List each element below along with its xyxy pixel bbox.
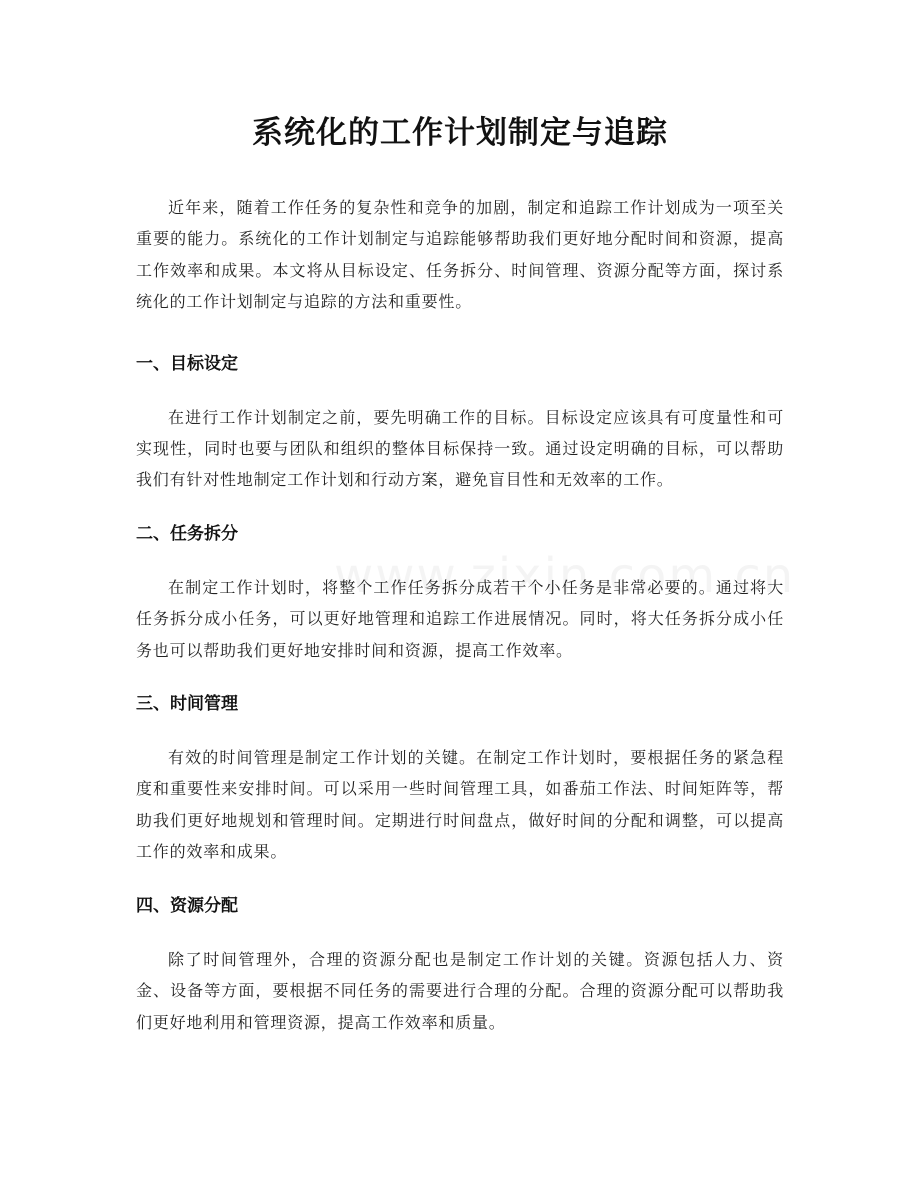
section-heading-task-breakdown: 二、任务拆分 bbox=[136, 523, 238, 544]
section-heading-time-management: 三、时间管理 bbox=[136, 694, 238, 715]
section-body-resource-allocation: 除了时间管理外，合理的资源分配也是制定工作计划的关键。资源包括人力、资金、设备等方面，要根据不同任务的需要进行合理的分配。合理的资源分配可以帮助我们更好地利用和管理资源，提高工作效率和质量。 bbox=[136, 949, 784, 1032]
section-body-time-management: 有效的时间管理是制定工作计划的关键。在制定工作计划时，要根据任务的紧急程度和重要性来安排时间。可以采用一些时间管理工具，如番茄工作法、时间矩阵等，帮助我们更好地规划和管理时间。定期进行时间盘点，做好时间的分配和调整，可以提高工作的效率和成果。 bbox=[136, 748, 784, 862]
section-heading-goal-setting: 一、目标设定 bbox=[136, 353, 238, 374]
intro-paragraph: 近年来，随着工作任务的复杂性和竞争的加剧，制定和追踪工作计划成为一项至关重要的能力。系统化的工作计划制定与追踪能够帮助我们更好地分配时间和资源，提高工作效率和成果。本文将从目标设定、任务拆分、时间管理、资源分配等方面，探讨系统化的工作计划制定与追踪的方法和重要性。 bbox=[136, 198, 784, 312]
section-body-goal-setting: 在进行工作计划制定之前，要先明确工作的目标。目标设定应该具有可度量性和可实现性，同时也要与团队和组织的整体目标保持一致。通过设定明确的目标，可以帮助我们有针对性地制定工作计划和行动方案，避免盲目性和无效率的工作。 bbox=[136, 407, 784, 490]
section-body-task-breakdown: 在制定工作计划时，将整个工作任务拆分成若干个小任务是非常必要的。通过将大任务拆分成小任务，可以更好地管理和追踪工作进展情况。同时，将大任务拆分成小任务也可以帮助我们更好地安排时间和资源，提高工作效率。 bbox=[136, 577, 784, 660]
document-title: 系统化的工作计划制定与追踪 bbox=[252, 115, 668, 151]
section-heading-resource-allocation: 四、资源分配 bbox=[136, 895, 238, 916]
